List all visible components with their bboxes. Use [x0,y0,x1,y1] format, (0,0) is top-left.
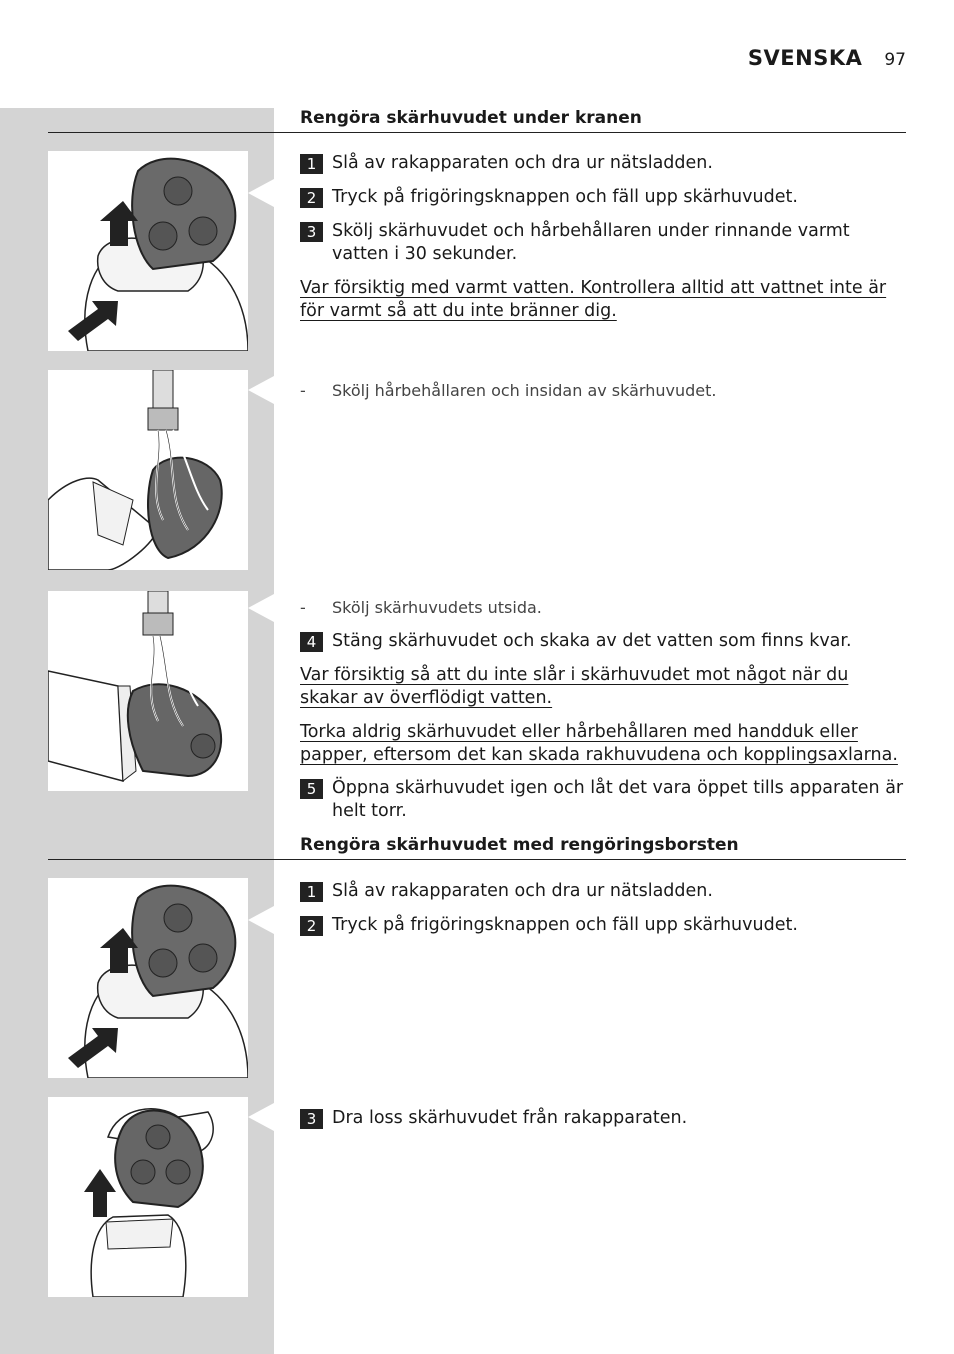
step-item [300,186,906,209]
step-text: Slå av rakapparaten och dra ur nätsladden. [332,881,713,901]
warning-text: Var försiktig med varmt vatten. Kontrollera alltid att vattnet inte är för varmt så att du inte bränner dig. [300,278,887,321]
bullet-item: - Skölj skärhuvudets utsida. [300,598,542,617]
section-title: Rengöra skärhuvudet under kranen [300,108,642,128]
page-number: 97 [884,50,906,70]
page-header [748,46,906,70]
step-text: Stäng skärhuvudet och skaka av det vatten som finns kvar. [332,631,852,651]
warning-note [300,721,906,767]
language-label: SVENSKA [747,46,863,70]
step-item [300,152,906,175]
step-number: 3 [300,1109,323,1129]
remove-head-icon [48,1097,248,1297]
warning-note [300,664,906,710]
step-number: 4 [300,632,323,652]
step-number: 5 [300,779,323,799]
step-text: Dra loss skärhuvudet från rakapparaten. [332,1108,688,1128]
step-number: 1 [300,154,323,174]
step-item [300,777,906,823]
rinse-inside-icon [48,370,248,570]
shaver-open-head-icon [48,151,248,351]
warning-text: Torka aldrig skärhuvudet eller hårbehållaren med handduk eller papper, eftersom det kan skada rakhuvudena och kopplingsaxlarna. [300,722,898,765]
warning-text: Var försiktig så att du inte slår i skärhuvudet mot något när du skakar av överflödigt vatten. [300,665,849,708]
step-text: Skölj skärhuvudet och hårbehållaren under rinnande varmt vatten i 30 sekunder. [332,221,850,264]
bullet-text: Skölj skärhuvudets utsida. [332,598,542,617]
shaver-open-head-icon [48,878,248,1078]
section-title: Rengöra skärhuvudet med rengöringsborsten [300,835,739,855]
bullet-text: Skölj hårbehållaren och insidan av skärhuvudet. [332,381,717,400]
section-rule [48,859,906,860]
step-text: Tryck på frigöringsknappen och fäll upp skärhuvudet. [332,187,798,207]
step-item [300,914,906,937]
step-text: Öppna skärhuvudet igen och låt det vara öppet tills apparaten är helt torr. [332,778,904,821]
step-number: 1 [300,882,323,902]
step-item [300,630,906,653]
step-item [300,1107,906,1130]
bullet-item: - Skölj hårbehållaren och insidan av skärhuvudet. [300,381,717,400]
step-text: Slå av rakapparaten och dra ur nätsladden. [332,153,713,173]
step-number: 2 [300,188,323,208]
section-rule [48,132,906,133]
warning-note [300,277,906,323]
step-number: 3 [300,222,323,242]
step-item [300,880,906,903]
step-text: Tryck på frigöringsknappen och fäll upp skärhuvudet. [332,915,798,935]
step-item [300,220,906,266]
rinse-outside-icon [48,591,248,791]
step-number: 2 [300,916,323,936]
